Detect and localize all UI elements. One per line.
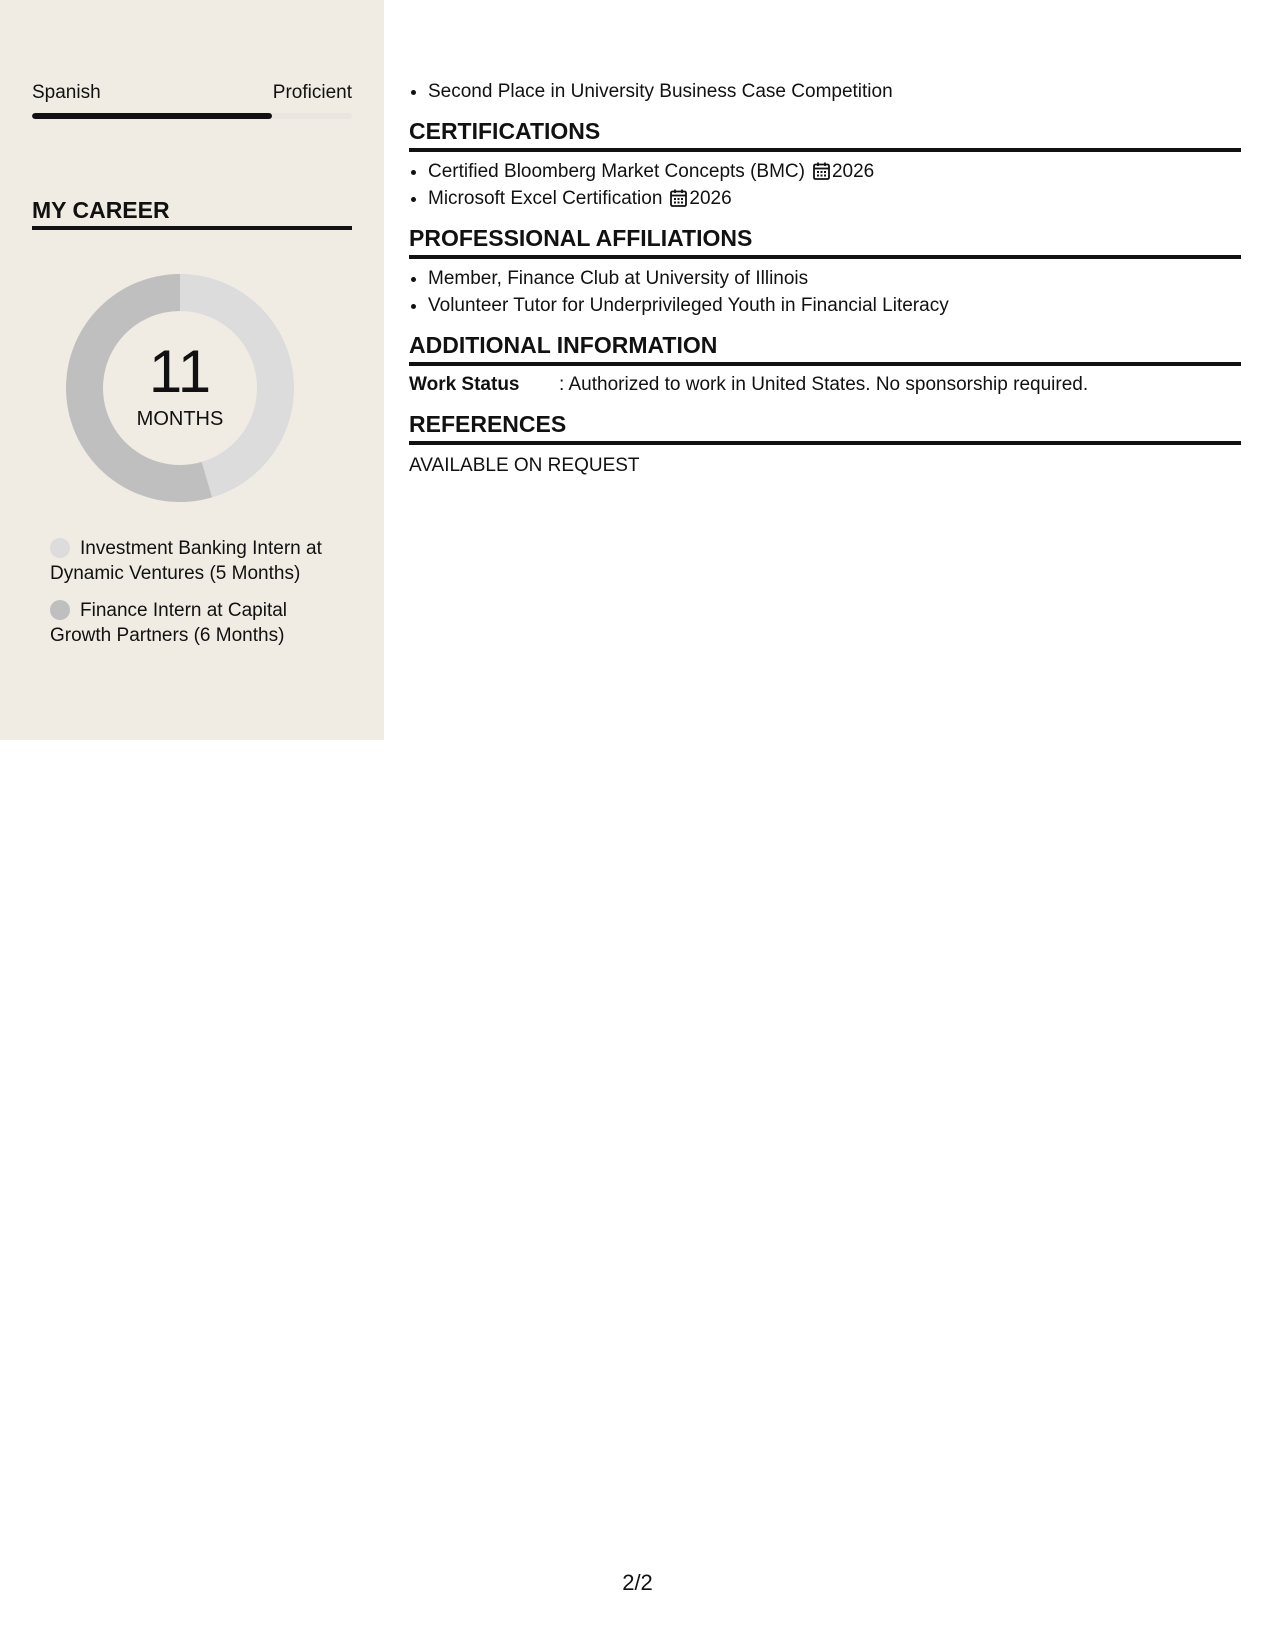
legend-dot-icon xyxy=(50,600,70,620)
certification-name: Certified Bloomberg Market Concepts (BMC) xyxy=(428,161,805,182)
work-status-label: Work Status xyxy=(409,374,520,395)
language-name: Spanish xyxy=(32,82,101,103)
affiliations-section xyxy=(409,224,1241,319)
language-proficiency-bar xyxy=(32,113,352,119)
career-legend-label: Finance Intern at Capital Growth Partners (6 Months) xyxy=(50,600,288,646)
career-legend-item xyxy=(50,598,350,648)
certifications-section xyxy=(409,117,1241,212)
main-content xyxy=(409,78,1241,481)
career-legend-item xyxy=(50,536,350,586)
affiliation-item: • Member, Finance Club at University of Illinois xyxy=(428,265,1241,292)
career-total-unit: MONTHS xyxy=(136,408,224,430)
affiliations-list xyxy=(409,265,1241,319)
references-section xyxy=(409,410,1241,481)
certification-item xyxy=(428,158,1241,185)
work-status-row xyxy=(409,372,1241,398)
career-legend-label: Investment Banking Intern at Dynamic Ventures (5 Months) xyxy=(50,538,322,584)
certification-year: 2026 xyxy=(831,161,875,182)
awards-list-continued xyxy=(409,78,1241,105)
language-row xyxy=(32,82,352,104)
additional-info-section xyxy=(409,331,1241,398)
certifications-title: CERTIFICATIONS xyxy=(409,117,1241,152)
calendar-icon xyxy=(813,162,830,180)
references-title: REFERENCES xyxy=(409,410,1241,445)
legend-dot-icon xyxy=(50,538,70,558)
references-text: AVAILABLE ON REQUEST xyxy=(409,455,640,476)
work-status-value: : Authorized to work in United States. No sponsorship required. xyxy=(559,374,1089,395)
language-level: Proficient xyxy=(272,82,352,103)
language-proficiency-fill xyxy=(32,113,272,119)
certifications-list xyxy=(409,158,1241,212)
career-total xyxy=(66,274,294,502)
additional-info-title: ADDITIONAL INFORMATION xyxy=(409,331,1241,366)
career-total-value: 11 xyxy=(148,338,212,405)
career-heading: MY CAREER xyxy=(32,196,352,230)
affiliations-title: PROFESSIONAL AFFILIATIONS xyxy=(409,224,1241,259)
calendar-icon xyxy=(670,189,687,207)
award-item: • Second Place in University Business Case Competition xyxy=(428,78,1241,105)
career-legend xyxy=(50,536,350,660)
certification-item xyxy=(428,185,1241,212)
certification-year: 2026 xyxy=(689,188,732,209)
affiliation-item: • Volunteer Tutor for Underprivileged Youth in Financial Literacy xyxy=(428,292,1241,319)
page-number: 2/2 xyxy=(622,1570,653,1595)
sidebar xyxy=(0,0,384,740)
certification-name: Microsoft Excel Certification xyxy=(428,188,663,209)
